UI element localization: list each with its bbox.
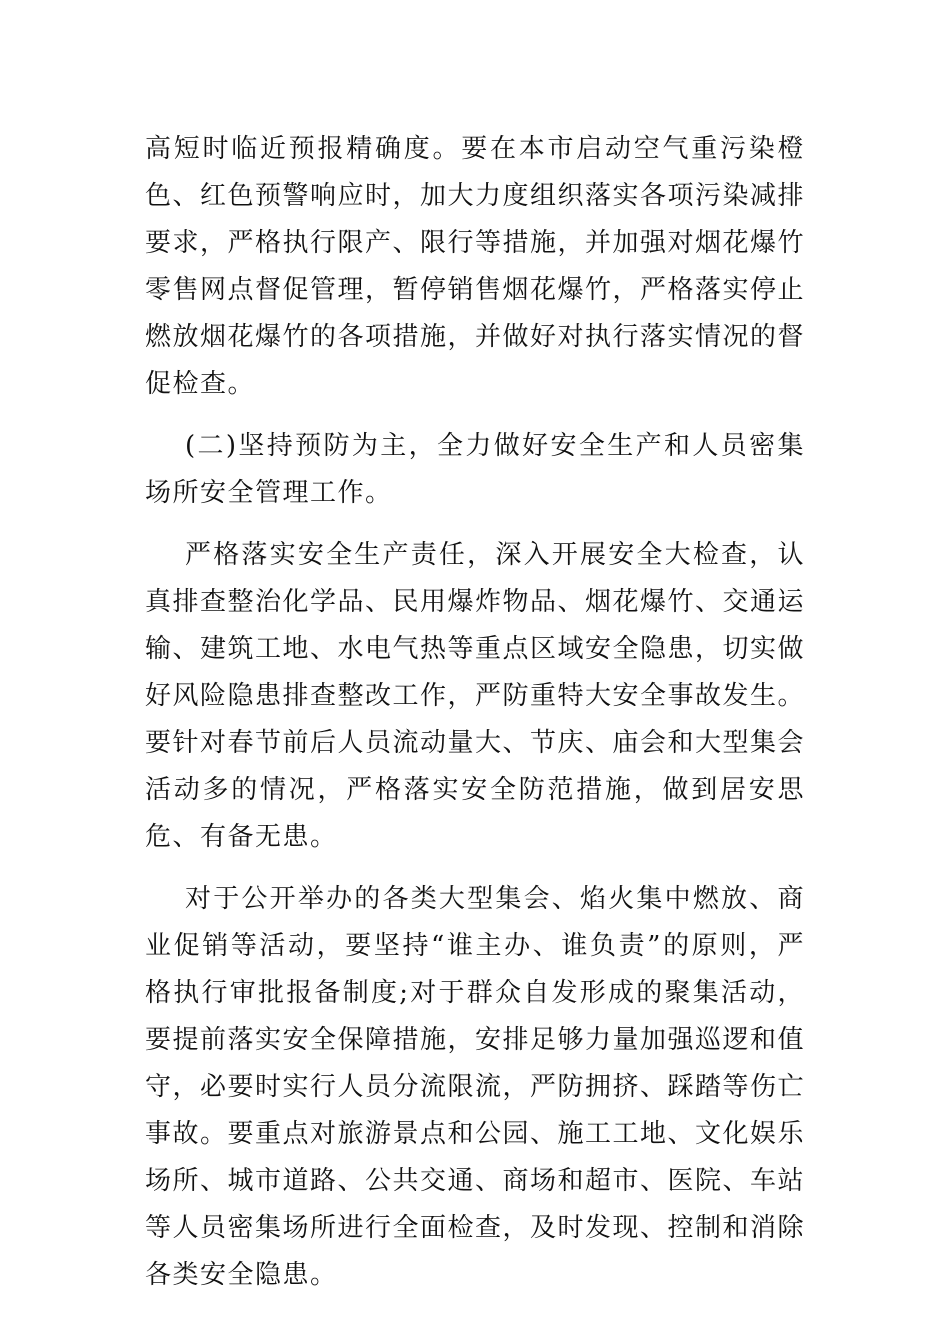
section-heading-prevention: (二)坚持预防为主，全力做好安全生产和人员密集场所安全管理工作。 bbox=[145, 431, 805, 508]
paragraph-large-events: 对于公开举办的各类大型集会、焰火集中燃放、商业促销等活动，要坚持“谁主办、谁负责”的原则，严格执行审批报备制度;对于群众自发形成的聚集活动，要提前落实安全保障措施，安排足够力量加强巡逻和值守，必要时实行人员分流限流，严防拥挤、踩踏等伤亡事故。要重点对旅游景点和公园、施工工地、文化娱乐场所、城市道路、公共交通、商场和超市、医院、车站等人员密集场所进行全面检查，及时发现、控制和消除各类安全隐患。 bbox=[145, 884, 806, 1290]
paragraph-continuation: 高短时临近预报精确度。要在本市启动空气重污染橙色、红色预警响应时，加大力度组织落实各项污染减排要求，严格执行限产、限行等措施，并加强对烟花爆竹零售网点督促管理，暂停销售烟花爆竹，严格落实停止燃放烟花爆竹的各项措施，并做好对执行落实情况的督促检查。 bbox=[145, 134, 806, 399]
document-body bbox=[145, 126, 805, 1314]
paragraph-safety-responsibility: 严格落实安全生产责任，深入开展安全大检查，认真排查整治化学品、民用爆炸物品、烟花爆竹、交通运输、建筑工地、水电气热等重点区域安全隐患，切实做好风险隐患排查整改工作，严防重特大安全事故发生。要针对春节前后人员流动量大、节庆、庙会和大型集会活动多的情况，严格落实安全防范措施，做到居安思危、有备无患。 bbox=[145, 540, 806, 852]
